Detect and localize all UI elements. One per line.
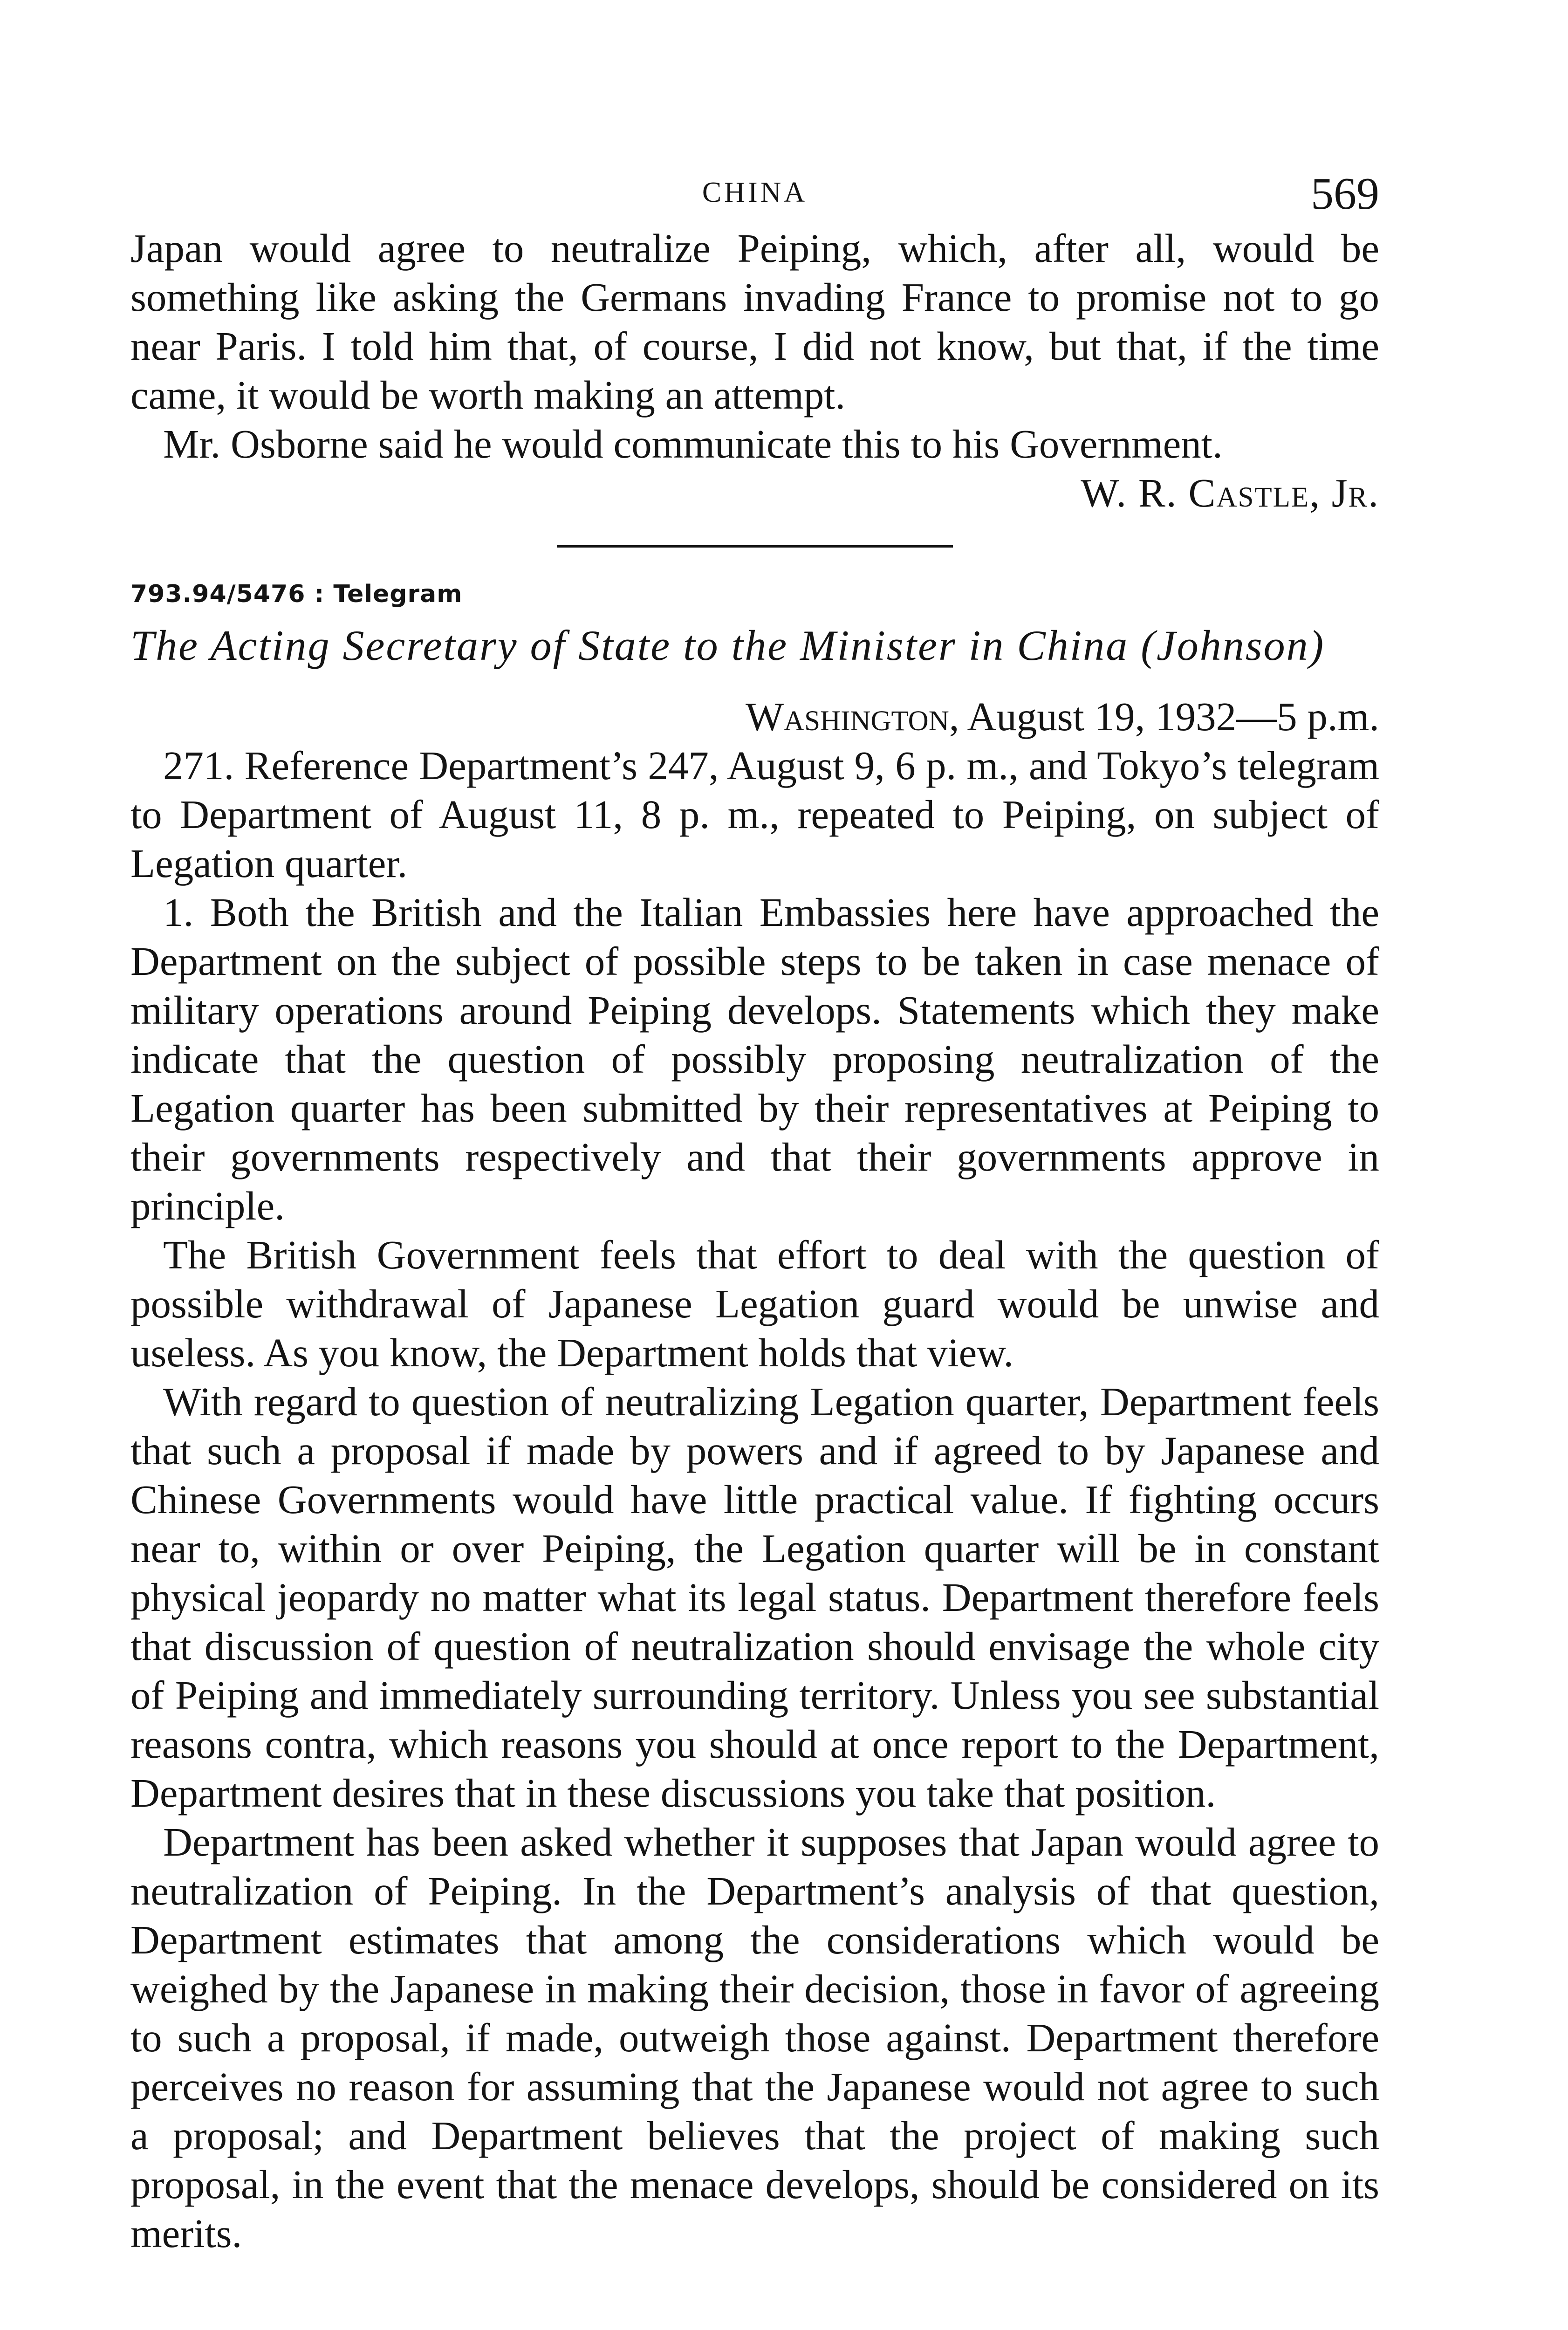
- running-title: CHINA: [702, 177, 808, 208]
- body-paragraph: The British Government feels that effort to deal with the question of possible withdrawal of Japanese Legation guard would be unwise and useless. As you know, the Department holds that view.: [130, 1232, 1379, 1375]
- dateline-date: August 19, 1932—5 p.m.: [959, 694, 1379, 739]
- section-divider: [557, 545, 953, 548]
- body-paragraph: 271. Reference Department’s 247, August 9, 6 p. m., and Tokyo’s telegram to Department of August 11, 8 p. m., repeated to Peiping, on subject of Legation quarter.: [130, 743, 1379, 886]
- prior-paragraph: Mr. Osborne said he would communicate this to his Government.: [163, 421, 1223, 466]
- dateline: [130, 692, 1379, 741]
- document-reference: 793.94/5476 : Telegram: [130, 580, 463, 608]
- dateline-place: Washington,: [745, 694, 959, 739]
- page-number: 569: [1311, 169, 1379, 219]
- body-paragraph: With regard to question of neutralizing Legation quarter, Department feels that such a proposal if made by powers and if agreed to by Japanese and Chinese Governments would have little practical value. If fighting occurs near to, within or over Peiping, the Legation quarter will be in constant physical jeopardy no matter what its legal status. Department therefore feels that discussion of question of neutralization should envisage the whole city of Peiping and immediately surrounding territory. Unless you see substantial reasons contra, which reasons you should at once report to the Department, Department desires that in these discussions you take that position.: [130, 1379, 1379, 1816]
- document-page: [130, 168, 1379, 2258]
- body-paragraph: Department has been asked whether it supposes that Japan would agree to neutralization of Peiping. In the Department’s analysis of that question, Department estimates that among the considerations which would be weighed by the Japanese in making their decision, those in favor of agreeing to such a proposal, if made, outweigh those against. Department therefore perceives no reason for assuming that the Japanese would not agree to such a proposal; and Department believes that the project of making such proposal, in the event that the menace develops, should be considered on its merits.: [130, 1819, 1379, 2256]
- document-heading: The Acting Secretary of State to the Minister in China (Johnson): [130, 622, 1325, 669]
- signature: W. R. Castle, Jr.: [1081, 470, 1379, 515]
- prior-paragraph: Japan would agree to neutralize Peiping, which, after all, would be something like asking the Germans invading France to promise not to go near Paris. I told him that, of course, I did not know, but that, if the time came, it would be worth making an attempt.: [130, 226, 1379, 418]
- running-head: [130, 168, 1379, 224]
- body-paragraph: 1. Both the British and the Italian Embassies here have approached the Department on the subject of possible steps to be taken in case menace of military operations around Peiping develops. Statements which they make indicate that the question of possibly proposing neutralization of the Legation quarter has been submitted by their representatives at Peiping to their governments respectively and that their governments approve in principle.: [130, 890, 1379, 1228]
